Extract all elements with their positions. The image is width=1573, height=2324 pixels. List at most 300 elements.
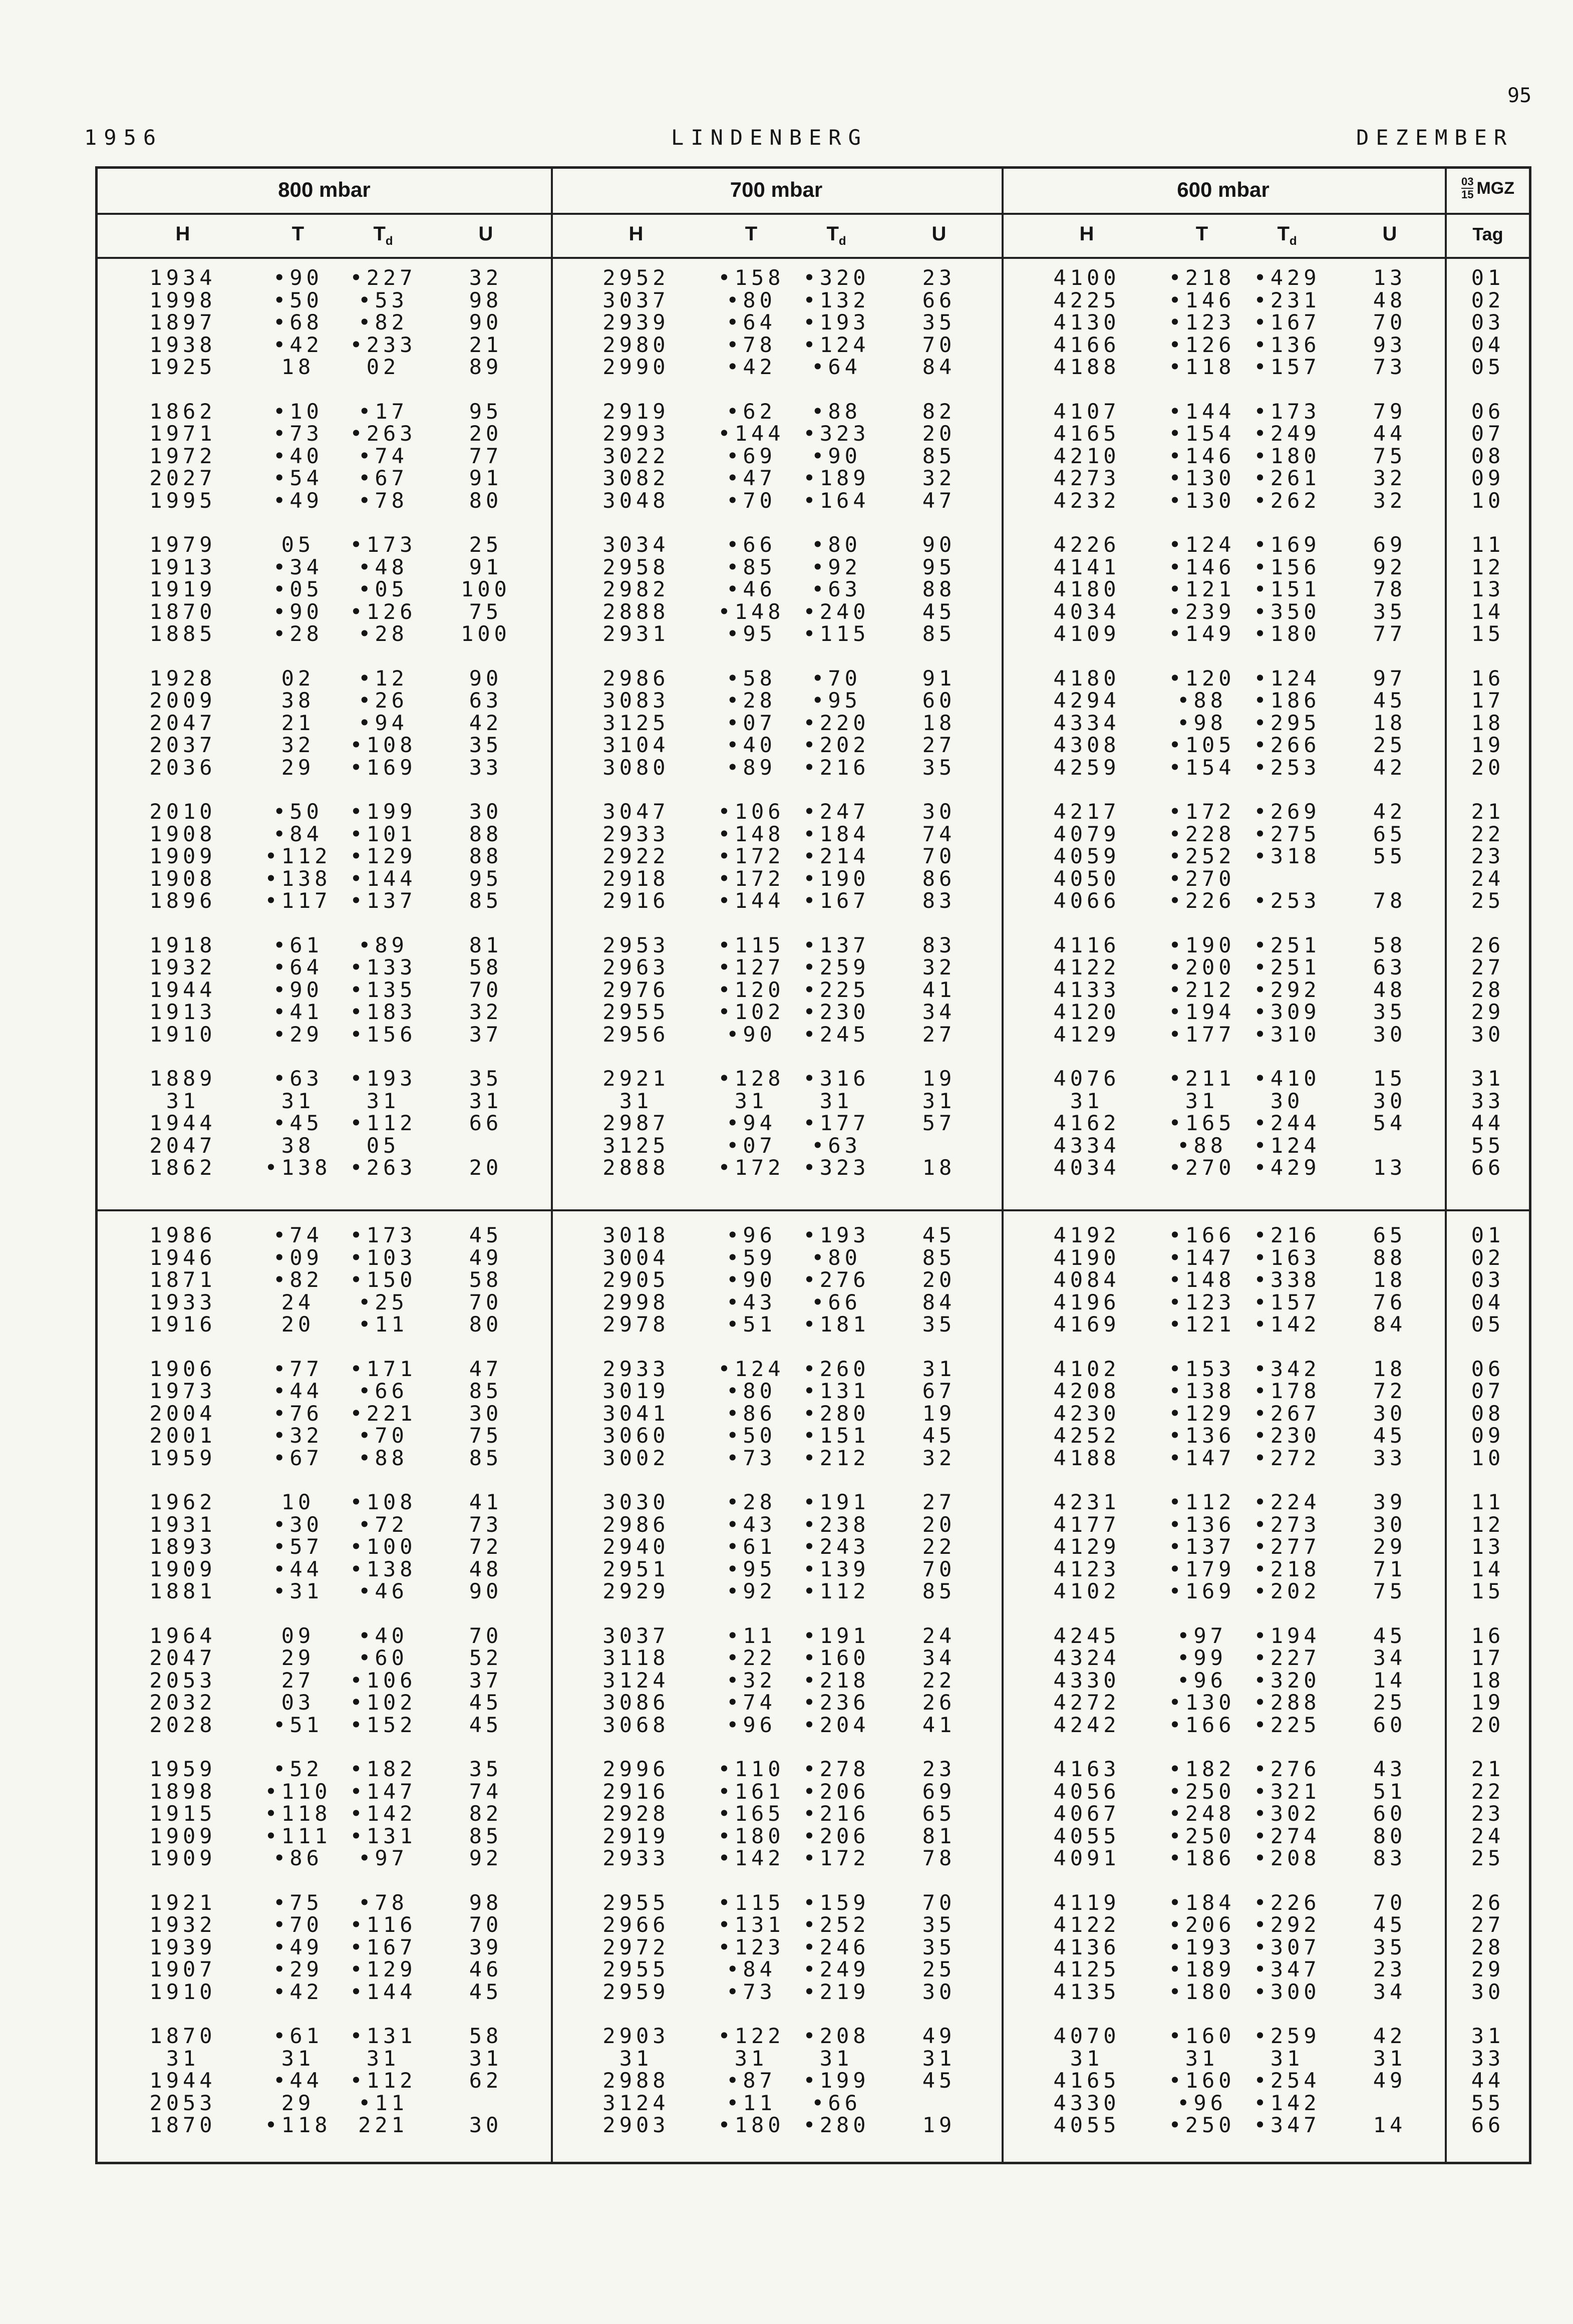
data-cell: 74 — [922, 821, 956, 846]
data-cell: •74 — [726, 1690, 776, 1715]
data-cell: •158 — [718, 265, 785, 290]
data-cell: 41 — [469, 1490, 503, 1514]
data-cell: •45 — [273, 1111, 323, 1135]
data-cell: 35 — [922, 1312, 956, 1337]
data-cell: 1946 — [149, 1245, 216, 1270]
data-cell: 57 — [922, 1111, 956, 1135]
data-cell: 4165 — [1053, 2068, 1120, 2093]
data-cell: 4217 — [1053, 799, 1120, 824]
data-cell: •124 — [1253, 666, 1321, 691]
data-cell: 2959 — [602, 1979, 670, 2004]
data-cell: •66 — [358, 1379, 408, 1403]
tag-header: Tag — [1472, 224, 1503, 244]
data-cell: 4180 — [1053, 666, 1120, 691]
data-cell: •131 — [350, 2024, 417, 2048]
day-tag: 19 — [1471, 1690, 1505, 1715]
data-cell: •151 — [1253, 577, 1321, 601]
data-cell: •120 — [718, 977, 785, 1002]
day-tag: 28 — [1471, 1934, 1505, 1959]
data-cell: 80 — [469, 1312, 503, 1337]
data-cell: 48 — [1373, 287, 1407, 312]
data-cell: 32 — [469, 265, 503, 290]
day-tag: 16 — [1471, 666, 1505, 691]
data-cell: 05 — [366, 1133, 400, 1158]
data-cell: 73 — [469, 1512, 503, 1537]
data-cell: 1909 — [149, 1823, 216, 1848]
data-cell: 27 — [922, 1490, 956, 1514]
data-cell: 18 — [1373, 1267, 1407, 1292]
data-cell: •292 — [1253, 977, 1321, 1002]
data-cell: •142 — [350, 1801, 417, 1826]
data-cell: 70 — [469, 1912, 503, 1937]
data-cell: •26 — [358, 688, 408, 713]
day-tag: 18 — [1471, 1668, 1505, 1693]
data-cell: •189 — [803, 466, 870, 490]
data-cell: 47 — [922, 488, 956, 513]
data-cell: 4100 — [1053, 265, 1120, 290]
data-cell: •173 — [350, 532, 417, 557]
data-cell: •34 — [273, 554, 323, 579]
data-cell: •137 — [803, 932, 870, 957]
data-cell: 1881 — [149, 1579, 216, 1603]
data-cell: •129 — [350, 844, 417, 868]
day-tag: 22 — [1471, 1779, 1505, 1804]
data-cell: •199 — [350, 799, 417, 824]
data-cell: 65 — [1373, 1223, 1407, 1247]
data-cell: •172 — [718, 866, 785, 891]
data-cell: 2958 — [602, 554, 670, 579]
data-cell: 2916 — [602, 888, 670, 913]
data-cell: 4330 — [1053, 2090, 1120, 2115]
data-cell: •80 — [726, 1379, 776, 1403]
data-cell: •82 — [358, 310, 408, 335]
data-cell: 4130 — [1053, 310, 1120, 335]
data-cell: •193 — [803, 1223, 870, 1247]
data-cell: •80 — [811, 532, 861, 557]
data-cell: •32 — [726, 1668, 776, 1693]
data-cell: •98 — [1177, 710, 1227, 735]
data-cell: 4076 — [1053, 1066, 1120, 1091]
data-cell: •43 — [726, 1512, 776, 1537]
data-cell: 4125 — [1053, 1957, 1120, 1981]
day-tag: 10 — [1471, 488, 1505, 513]
data-cell: 81 — [469, 932, 503, 957]
data-cell: •186 — [1253, 688, 1321, 713]
data-cell: 30 — [1373, 1401, 1407, 1426]
data-cell: •41 — [273, 1000, 323, 1024]
data-cell: •230 — [803, 1000, 870, 1024]
data-cell: 75 — [1373, 1579, 1407, 1603]
data-cell: •148 — [1168, 1267, 1235, 1292]
data-cell: 3048 — [602, 488, 670, 513]
data-cell: 95 — [469, 399, 503, 424]
data-cell: 05 — [281, 532, 315, 557]
data-cell: •108 — [350, 733, 417, 757]
data-cell: 4066 — [1053, 888, 1120, 913]
data-cell: 25 — [922, 1957, 956, 1981]
data-cell: •173 — [1253, 399, 1321, 424]
data-cell: •10 — [273, 399, 323, 424]
data-cell: •139 — [803, 1556, 870, 1581]
data-cell: 1919 — [149, 577, 216, 601]
day-tag: 01 — [1471, 1223, 1505, 1247]
data-cell: •136 — [1168, 1512, 1235, 1537]
data-cell: •169 — [350, 755, 417, 780]
data-cell: •180 — [1253, 621, 1321, 646]
data-cell: 1964 — [149, 1623, 216, 1648]
data-cell: 2963 — [602, 955, 670, 979]
data-cell: •167 — [350, 1934, 417, 1959]
data-cell: 31 — [922, 1356, 956, 1381]
data-cell: 78 — [1373, 888, 1407, 913]
data-cell: •105 — [1168, 733, 1235, 757]
data-cell: •131 — [803, 1379, 870, 1403]
data-cell: 31 — [166, 2046, 200, 2071]
data-cell: 2933 — [602, 1846, 670, 1870]
data-cell: •97 — [1177, 1623, 1227, 1648]
data-cell: 45 — [469, 1690, 503, 1715]
data-cell: 2933 — [602, 821, 670, 846]
data-cell: 29 — [1373, 1534, 1407, 1559]
data-cell: 4225 — [1053, 287, 1120, 312]
data-cell: •186 — [1168, 1846, 1235, 1870]
data-cell: •262 — [1253, 488, 1321, 513]
data-cell: 65 — [1373, 821, 1407, 846]
data-cell: •70 — [358, 1423, 408, 1448]
data-cell: 65 — [922, 1801, 956, 1826]
data-cell: •147 — [1168, 1445, 1235, 1470]
data-cell: •238 — [803, 1512, 870, 1537]
day-tag: 31 — [1471, 1066, 1505, 1091]
data-cell: •206 — [803, 1779, 870, 1804]
data-cell: 73 — [1373, 355, 1407, 379]
data-cell: •95 — [726, 1556, 776, 1581]
data-cell: •429 — [1253, 1155, 1321, 1180]
data-cell: 1973 — [149, 1379, 216, 1403]
day-tag: 22 — [1471, 821, 1505, 846]
data-cell: •70 — [726, 488, 776, 513]
data-cell: 3060 — [602, 1423, 670, 1448]
data-cell: •163 — [1253, 1245, 1321, 1270]
data-cell: •118 — [1168, 355, 1235, 379]
data-cell: 18 — [922, 710, 956, 735]
data-cell: •160 — [1168, 2068, 1235, 2093]
data-cell: •96 — [1177, 2090, 1227, 2115]
data-cell: 1925 — [149, 355, 216, 379]
data-cell: •94 — [726, 1111, 776, 1135]
data-cell: •07 — [726, 710, 776, 735]
data-cell: 15 — [1373, 1066, 1407, 1091]
header-rule-2 — [98, 257, 1529, 259]
data-cell: 85 — [469, 1823, 503, 1848]
data-cell: 95 — [922, 554, 956, 579]
data-cell: 4188 — [1053, 355, 1120, 379]
data-cell: 70 — [469, 977, 503, 1002]
day-tag: 02 — [1471, 287, 1505, 312]
data-cell: 1908 — [149, 866, 216, 891]
data-cell: 75 — [469, 599, 503, 624]
data-cell: •28 — [273, 621, 323, 646]
data-cell: 2998 — [602, 1289, 670, 1314]
data-cell: •252 — [1168, 844, 1235, 868]
data-cell: 51 — [1373, 1779, 1407, 1804]
data-cell: 1907 — [149, 1957, 216, 1981]
data-cell: 2939 — [602, 310, 670, 335]
data-cell: •211 — [1168, 1066, 1235, 1091]
data-cell: •131 — [718, 1912, 785, 1937]
data-cell: •142 — [1253, 2090, 1321, 2115]
data-cell: 49 — [1373, 2068, 1407, 2093]
data-cell: •429 — [1253, 265, 1321, 290]
data-cell: •161 — [718, 1779, 785, 1804]
data-cell: •310 — [1253, 1022, 1321, 1047]
data-cell: 1934 — [149, 265, 216, 290]
data-cell: •149 — [1168, 621, 1235, 646]
data-cell: 95 — [469, 866, 503, 891]
data-cell: •164 — [803, 488, 870, 513]
data-cell: 76 — [1373, 1289, 1407, 1314]
data-cell: 29 — [281, 2090, 315, 2115]
data-cell: •84 — [273, 821, 323, 846]
data-cell: 4059 — [1053, 844, 1120, 868]
data-cell: 83 — [1373, 1846, 1407, 1870]
data-cell: •66 — [811, 1289, 861, 1314]
day-tag: 26 — [1471, 1890, 1505, 1915]
data-cell: 31 — [922, 1088, 956, 1113]
data-cell: •67 — [273, 1445, 323, 1470]
data-cell: •300 — [1253, 1979, 1321, 2004]
data-cell: 4102 — [1053, 1579, 1120, 1603]
data-cell: •52 — [273, 1757, 323, 1781]
data-cell: •31 — [273, 1579, 323, 1603]
data-cell: •59 — [726, 1245, 776, 1270]
data-cell: •189 — [1168, 1957, 1235, 1981]
data-cell: •144 — [718, 421, 785, 446]
data-cell: •22 — [726, 1645, 776, 1670]
data-cell: •318 — [1253, 844, 1321, 868]
day-tag: 04 — [1471, 332, 1505, 357]
data-cell: 2976 — [602, 977, 670, 1002]
day-tag: 24 — [1471, 866, 1505, 891]
data-cell: •194 — [1253, 1623, 1321, 1648]
data-cell: 3047 — [602, 799, 670, 824]
data-cell: 4122 — [1053, 955, 1120, 979]
data-cell: 78 — [1373, 577, 1407, 601]
data-cell: 31 — [469, 2046, 503, 2071]
data-cell: •72 — [358, 1512, 408, 1537]
data-cell: •32 — [273, 1423, 323, 1448]
data-cell: •49 — [273, 1934, 323, 1959]
data-cell: •96 — [726, 1712, 776, 1737]
data-cell: 2921 — [602, 1066, 670, 1091]
data-cell: 98 — [469, 1890, 503, 1915]
data-cell: 85 — [922, 1579, 956, 1603]
data-cell: •180 — [1168, 1979, 1235, 2004]
data-cell: 35 — [1373, 599, 1407, 624]
data-cell: 47 — [469, 1356, 503, 1381]
data-cell: •77 — [273, 1356, 323, 1381]
data-cell: 20 — [922, 421, 956, 446]
data-cell: 2933 — [602, 1356, 670, 1381]
data-cell: 44 — [1373, 421, 1407, 446]
data-cell: •126 — [350, 599, 417, 624]
data-cell: 35 — [469, 733, 503, 757]
data-cell: •273 — [1253, 1512, 1321, 1537]
data-cell: •280 — [803, 1401, 870, 1426]
data-cell: •165 — [1168, 1111, 1235, 1135]
data-cell: •190 — [803, 866, 870, 891]
data-cell: •118 — [264, 2113, 332, 2137]
data-cell: •194 — [1168, 1000, 1235, 1024]
data-cell: 2032 — [149, 1690, 216, 1715]
data-cell: •276 — [803, 1267, 870, 1292]
data-cell: •142 — [718, 1846, 785, 1870]
data-cell: 1910 — [149, 1979, 216, 2004]
data-cell: 35 — [1373, 1934, 1407, 1959]
day-tag: 12 — [1471, 1512, 1505, 1537]
data-cell: •148 — [718, 821, 785, 846]
data-cell: 34 — [922, 1645, 956, 1670]
day-tag: 14 — [1471, 1556, 1505, 1581]
data-cell: •156 — [350, 1022, 417, 1047]
data-cell: •28 — [358, 621, 408, 646]
data-cell: •154 — [1168, 755, 1235, 780]
day-tag: 28 — [1471, 977, 1505, 1002]
data-cell: 32 — [469, 1000, 503, 1024]
data-cell: 1870 — [149, 599, 216, 624]
data-cell: 82 — [922, 399, 956, 424]
data-cell: •224 — [1253, 1490, 1321, 1514]
data-cell: 35 — [922, 755, 956, 780]
data-cell: 92 — [469, 1846, 503, 1870]
data-cell: 02 — [281, 666, 315, 691]
data-cell: •86 — [726, 1401, 776, 1426]
data-cell: 20 — [922, 1267, 956, 1292]
day-tag: 03 — [1471, 1267, 1505, 1292]
data-cell: 2047 — [149, 710, 216, 735]
data-cell: •193 — [803, 310, 870, 335]
data-cell: 2988 — [602, 2068, 670, 2093]
data-cell: 3022 — [602, 443, 670, 468]
data-cell: •180 — [1253, 443, 1321, 468]
data-cell: •126 — [1168, 332, 1235, 357]
data-cell: 4308 — [1053, 733, 1120, 757]
data-cell: 4330 — [1053, 1668, 1120, 1693]
data-cell: •277 — [1253, 1534, 1321, 1559]
data-cell: 4120 — [1053, 1000, 1120, 1024]
data-cell: •78 — [358, 1890, 408, 1915]
data-cell: •12 — [358, 666, 408, 691]
data-cell: 1871 — [149, 1267, 216, 1292]
data-cell: 3034 — [602, 532, 670, 557]
day-tag: 17 — [1471, 1645, 1505, 1670]
data-cell: •272 — [1253, 1445, 1321, 1470]
header-rule-1 — [98, 213, 1529, 215]
data-cell: •151 — [803, 1423, 870, 1448]
data-cell: •172 — [718, 1155, 785, 1180]
day-tag: 19 — [1471, 733, 1505, 757]
data-cell: •253 — [1253, 888, 1321, 913]
mid-rule — [98, 1209, 1529, 1211]
data-cell: 2955 — [602, 1000, 670, 1024]
data-cell: 1931 — [149, 1512, 216, 1537]
data-cell: 31 — [619, 2046, 653, 2071]
data-cell: 4294 — [1053, 688, 1120, 713]
data-cell: 70 — [922, 1556, 956, 1581]
data-cell: 45 — [1373, 1423, 1407, 1448]
data-cell: 4034 — [1053, 1155, 1120, 1180]
data-cell: 4084 — [1053, 1267, 1120, 1292]
data-cell: 1944 — [149, 2068, 216, 2093]
data-cell: 45 — [922, 599, 956, 624]
data-cell: 35 — [469, 1066, 503, 1091]
day-tag: 11 — [1471, 532, 1505, 557]
data-cell: 18 — [1373, 1356, 1407, 1381]
data-cell: 02 — [366, 355, 400, 379]
data-cell: •102 — [350, 1690, 417, 1715]
data-cell: 4070 — [1053, 2024, 1120, 2048]
data-cell: 1972 — [149, 443, 216, 468]
day-tag: 26 — [1471, 932, 1505, 957]
data-cell: •275 — [1253, 821, 1321, 846]
data-cell: 3019 — [602, 1379, 670, 1403]
data-cell: 4196 — [1053, 1289, 1120, 1314]
data-cell: •144 — [350, 1979, 417, 2004]
data-cell: 31 — [281, 2046, 315, 2071]
data-cell: •191 — [803, 1490, 870, 1514]
data-cell: 27 — [922, 733, 956, 757]
data-cell: 3125 — [602, 710, 670, 735]
data-cell: •146 — [1168, 443, 1235, 468]
data-cell: •247 — [803, 799, 870, 824]
data-cell: 2047 — [149, 1133, 216, 1158]
data-cell: 88 — [469, 821, 503, 846]
data-cell: 2888 — [602, 1155, 670, 1180]
data-cell: 63 — [1373, 955, 1407, 979]
data-cell: 4107 — [1053, 399, 1120, 424]
data-cell: •112 — [350, 2068, 417, 2093]
data-cell: 34 — [1373, 1979, 1407, 2004]
day-tag: 07 — [1471, 421, 1505, 446]
data-cell: 2919 — [602, 1823, 670, 1848]
data-cell: •218 — [1253, 1556, 1321, 1581]
data-cell: 1998 — [149, 287, 216, 312]
data-cell: 4177 — [1053, 1512, 1120, 1537]
data-cell: 4129 — [1053, 1534, 1120, 1559]
data-cell: •150 — [350, 1267, 417, 1292]
data-cell: 1959 — [149, 1757, 216, 1781]
day-tag: 05 — [1471, 355, 1505, 379]
data-cell: •166 — [1168, 1223, 1235, 1247]
data-cell: 2028 — [149, 1712, 216, 1737]
data-cell: 30 — [1373, 1512, 1407, 1537]
data-cell: 1906 — [149, 1356, 216, 1381]
data-cell: 1932 — [149, 1912, 216, 1937]
data-cell: 66 — [469, 1111, 503, 1135]
data-cell: •148 — [718, 599, 785, 624]
data-cell: 32 — [1373, 488, 1407, 513]
data-cell: 52 — [469, 1645, 503, 1670]
data-cell: •228 — [1168, 821, 1235, 846]
data-cell: •136 — [1253, 332, 1321, 357]
data-cell: •90 — [273, 977, 323, 1002]
data-cell: •147 — [350, 1779, 417, 1804]
data-cell: 30 — [1270, 1088, 1304, 1113]
data-cell: 4210 — [1053, 443, 1120, 468]
data-cell: •42 — [273, 332, 323, 357]
data-cell: •260 — [803, 1356, 870, 1381]
data-cell: 30 — [1373, 1022, 1407, 1047]
